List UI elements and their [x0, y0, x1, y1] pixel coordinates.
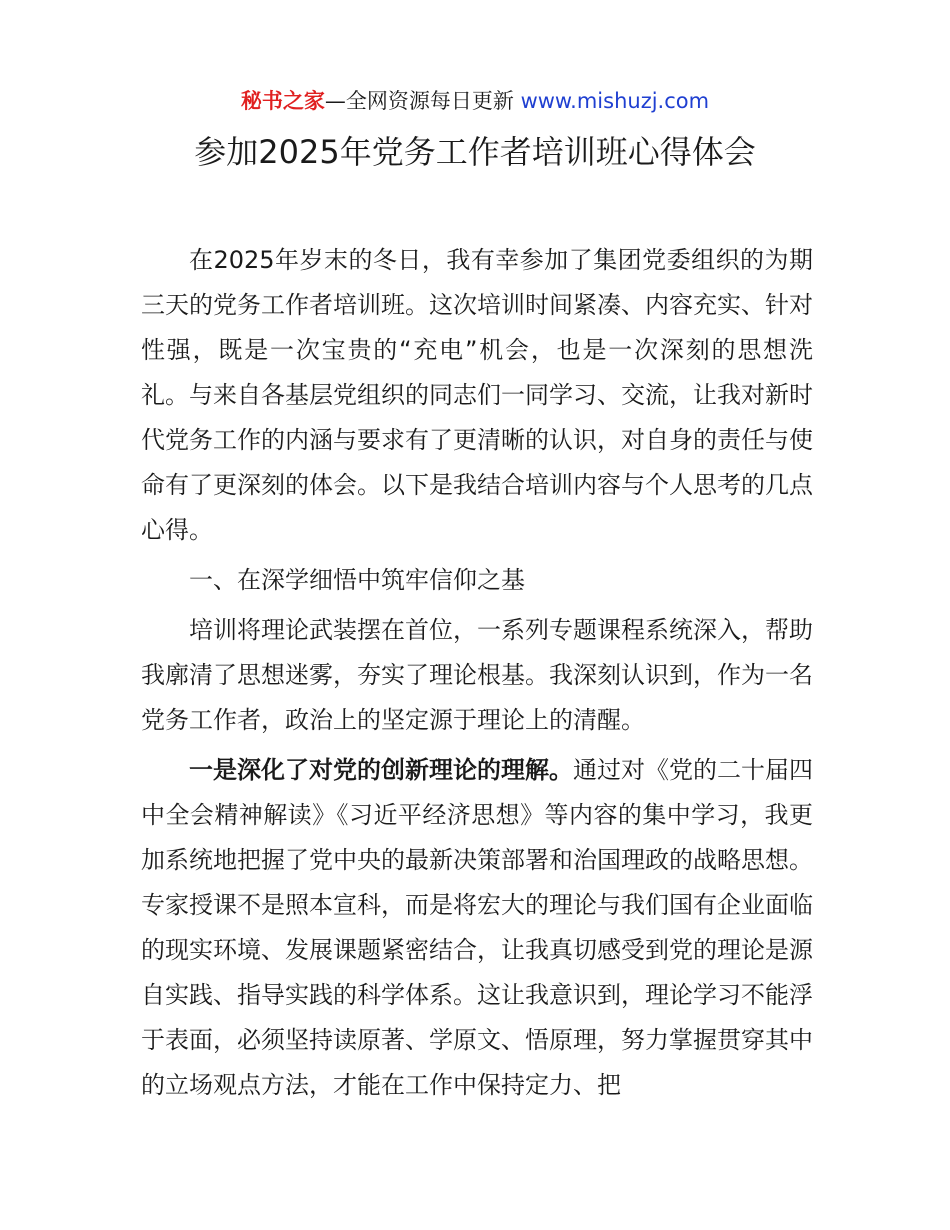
intro-paragraph: 在2025年岁末的冬日，我有幸参加了集团党委组织的为期三天的党务工作者培训班。这次培训时间紧凑、内容充实、针对性强，既是一次宝贵的“充电”机会，也是一次深刻的思想洗礼。与来自各基层党组织的同志们一同学习、交流，让我对新时代党务工作的内涵与要求有了更清晰的认识，对自身的责任与使命有了更深刻的体会。以下是我结合培训内容与个人思考的几点心得。: [141, 246, 813, 544]
paragraph-lead: 一是深化了对党的创新理论的理解。: [189, 756, 573, 784]
site-tagline: —全网资源每日更新: [324, 89, 521, 113]
paragraph-text: 通过对《党的二十届四中全会精神解读》《习近平经济思想》等内容的集中学习，我更加系统地把握了党中央的最新决策部署和治国理政的战略思想。专家授课不是照本宣科，而是将宏大的理论与我们国有企业面临的现实环境、发展课题紧密结合，让我真切感受到党的理论是源自实践、指导实践的科学体系。这让我意识到，理论学习不能浮于表面，必须坚持读原著、学原文、悟原理，努力掌握贯穿其中的立场观点方法，才能在工作中保持定力、把: [141, 756, 813, 1099]
section-heading: 一、在深学细悟中筑牢信仰之基: [189, 566, 525, 594]
document-body: [141, 238, 813, 1108]
document-title: 参加2025年党务工作者培训班心得体会: [194, 133, 756, 171]
site-link[interactable]: www.mishuzj.com: [520, 89, 710, 113]
body-paragraph: 培训将理论武装摆在首位，一系列专题课程系统深入，帮助我廓清了思想迷雾，夯实了理论根基。我深刻认识到，作为一名党务工作者，政治上的坚定源于理论上的清醒。: [141, 616, 813, 734]
site-header: [0, 86, 950, 116]
body-paragraph: [141, 748, 813, 1108]
brand-name: 秘书之家: [240, 89, 325, 113]
